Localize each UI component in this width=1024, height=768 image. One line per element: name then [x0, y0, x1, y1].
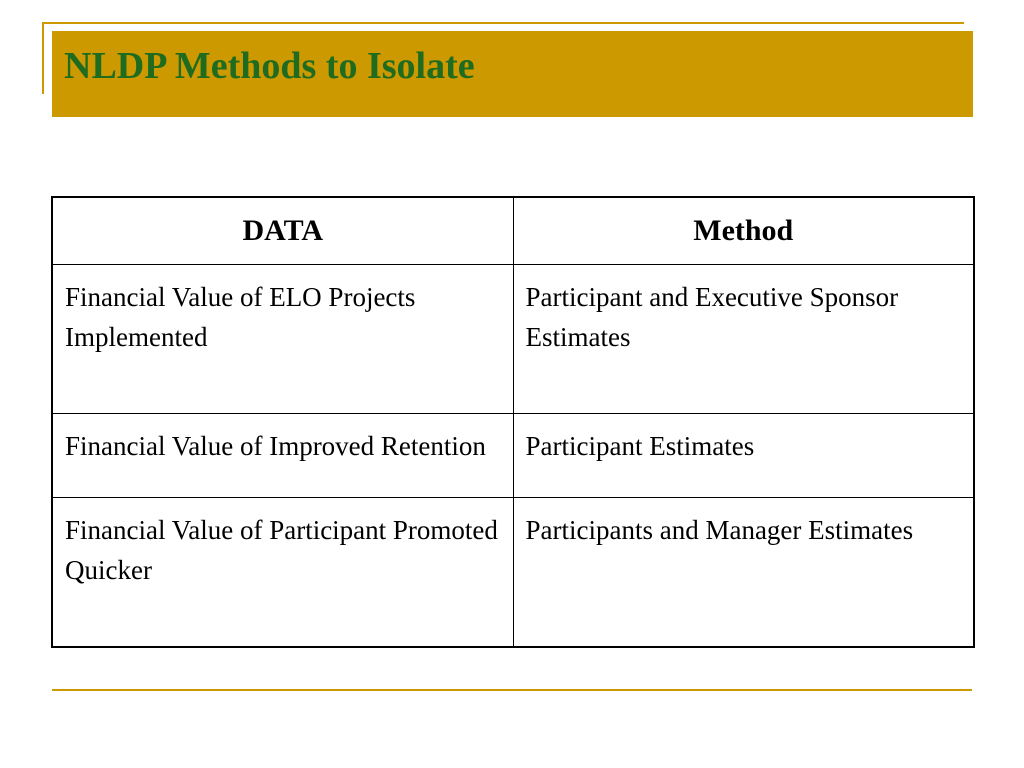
table-cell-data: Financial Value of Improved Retention — [52, 413, 513, 498]
table-cell-method: Participant Estimates — [513, 413, 974, 498]
table-row — [52, 498, 974, 647]
table-row — [52, 265, 974, 414]
table-header-row — [52, 197, 974, 265]
table-cell-method: Participant and Executive Sponsor Estimates — [513, 265, 974, 414]
top-decor-line — [42, 22, 964, 24]
column-header-data: DATA — [52, 197, 513, 265]
methods-table — [51, 196, 975, 648]
table-cell-data: Financial Value of Participant Promoted Quicker — [52, 498, 513, 647]
table-row — [52, 413, 974, 498]
page-title: NLDP Methods to Isolate — [64, 45, 475, 87]
table-cell-data: Financial Value of ELO Projects Implemented — [52, 265, 513, 414]
bottom-decor-line — [52, 689, 972, 691]
title-bar — [52, 31, 973, 117]
left-decor-line — [42, 22, 44, 94]
column-header-method: Method — [513, 197, 974, 265]
table-cell-method: Participants and Manager Estimates — [513, 498, 974, 647]
